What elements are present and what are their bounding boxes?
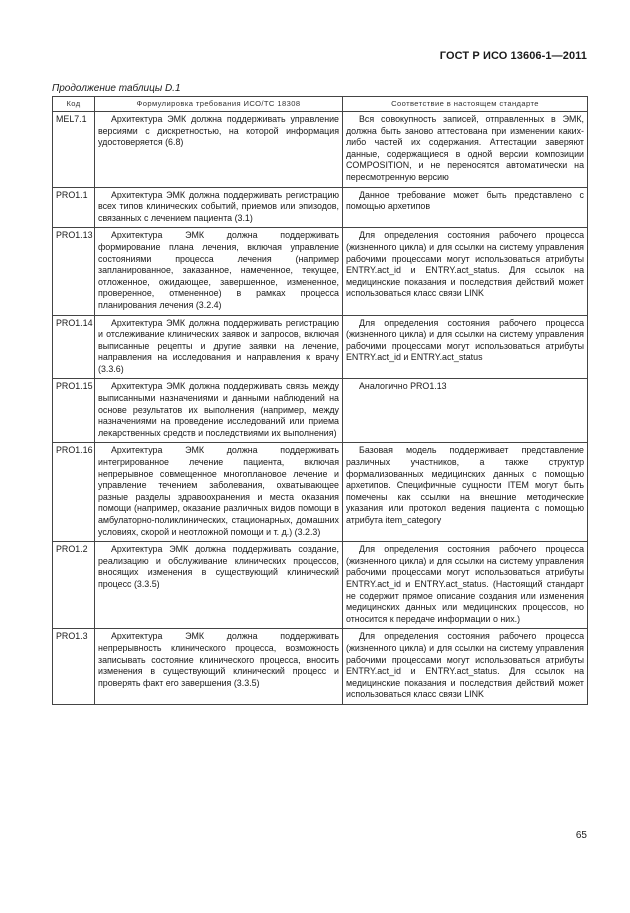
row-code: PRO1.3 (53, 629, 95, 705)
standard-designation: ГОСТ Р ИСО 13606-1—2011 (439, 50, 587, 62)
row-compliance: Для определения состояния рабочего процесса (жизненного цикла) и для ссылки на систему управления рабочими процессами могут использоваться атрибуты ENTRY.act_id и ENTRY.act_status. (Настоящий стандарт не содержит прямое описание создания или изменения медицинских данных или медицинских процессов, но относится к передаче информации о них.) (343, 542, 588, 629)
table-row (53, 443, 588, 542)
table-row (53, 542, 588, 629)
row-requirement: Архитектура ЭМК должна поддерживать формирование плана лечения, включая управление состояниями процесса лечения (например запланированное, заказанное, намеченное, текущее, отложенное, ожидающее, завершенное, измененное, проверенное, отмененное) в рамках процесса планирования лечения (3.2.4) (95, 228, 343, 315)
column-header-requirement: Формулировка требования ИСО/ТС 18308 (95, 97, 343, 112)
row-code: PRO1.15 (53, 379, 95, 443)
row-code: MEL7.1 (53, 112, 95, 188)
row-compliance: Данное требование может быть представлено с помощью архетипов (343, 187, 588, 228)
table-header-row (53, 97, 588, 112)
row-compliance: Для определения состояния рабочего процесса (жизненного цикла) и для ссылки на систему управления рабочими процессами могут использоваться атрибуты ENTRY.act_id и ENTRY.act_status (343, 315, 588, 379)
row-compliance: Для определения состояния рабочего процесса (жизненного цикла) и для ссылки на систему управления рабочими процессами могут использоваться атрибуты ENTRY.act_id и ENTRY.act_status. Для ссылок на медицинские показания и последствия действий может использоваться класс связи LINK (343, 228, 588, 315)
row-requirement: Архитектура ЭМК должна поддерживать управление версиями с дискретностью, на которой информация удостоверяется (6.8) (95, 112, 343, 188)
row-code: PRO1.1 (53, 187, 95, 228)
table-row (53, 379, 588, 443)
table-caption: Продолжение таблицы D.1 (52, 83, 181, 94)
column-header-code: Код (53, 97, 95, 112)
table-row (53, 315, 588, 379)
row-requirement: Архитектура ЭМК должна поддерживать связь между выписанными назначениями и данными наблюдений на основе результатов их выполнения (например, между назначениями на проведение исследований или приема лекарственных средств и последствиями их выполнения) (95, 379, 343, 443)
row-requirement: Архитектура ЭМК должна поддерживать интегрированное лечение пациента, включая непрерывное совмещенное многоплановое лечение и управление течением заболевания, охватывающее разные разделы здравоохранения и места оказания помощи (например, оказание различных видов помощи в амбулаторно-поликлинических, стационарных, домашних условиях, скорой и неотложной помощи и т. д.) (3.2.3) (95, 443, 343, 542)
table-row (53, 187, 588, 228)
row-code: PRO1.13 (53, 228, 95, 315)
row-compliance: Вся совокупность записей, отправленных в ЭМК, должна быть заново аттестована при изменении каких-либо частей их содержания. Аттестации заверяют данные, содержащиеся в одной версии композиции COMPOSITION, и не переносятся автоматически на пересмотренную версию (343, 112, 588, 188)
requirements-table (52, 96, 588, 705)
row-requirement: Архитектура ЭМК должна поддерживать непрерывность клинического процесса, возможность записывать состояние клинического процесса, вносить изменения в существующий клинический процесс и проверять факт его завершения (3.3.5) (95, 629, 343, 705)
table-row (53, 228, 588, 315)
row-compliance: Базовая модель поддерживает представление различных участников, а также структур формализованных медицинских данных с помощью архетипов. Специфичные сущности ITEM могут быть помечены как ссылки на внешние методические указания или протокол ведения пациента с помощью атрибута item_category (343, 443, 588, 542)
row-requirement: Архитектура ЭМК должна поддерживать регистрацию и отслеживание клинических заявок и запросов, включая выписанные рецепты и другие заявки на лечение, направления на исследования и направления к врачу (3.3.6) (95, 315, 343, 379)
row-requirement: Архитектура ЭМК должна поддерживать создание, реализацию и обслуживание клинических процессов, вносящих изменения в существующий клинический процесс (3.3.5) (95, 542, 343, 629)
table-row (53, 629, 588, 705)
row-code: PRO1.2 (53, 542, 95, 629)
row-code: PRO1.16 (53, 443, 95, 542)
row-code: PRO1.14 (53, 315, 95, 379)
row-compliance: Аналогично PRO1.13 (343, 379, 588, 443)
table-row (53, 112, 588, 188)
page-number: 65 (575, 830, 587, 841)
row-compliance: Для определения состояния рабочего процесса (жизненного цикла) и для ссылки на систему управления рабочими процессами могут использоваться атрибуты ENTRY.act_id и ENTRY.act_status. Для ссылок на медицинские показания и последствия действий может использоваться класс связи LINK (343, 629, 588, 705)
column-header-compliance: Соответствие в настоящем стандарте (343, 97, 588, 112)
row-requirement: Архитектура ЭМК должна поддерживать регистрацию всех типов клинических событий, приемов или эпизодов, связанных с лечением пациента (3.1) (95, 187, 343, 228)
